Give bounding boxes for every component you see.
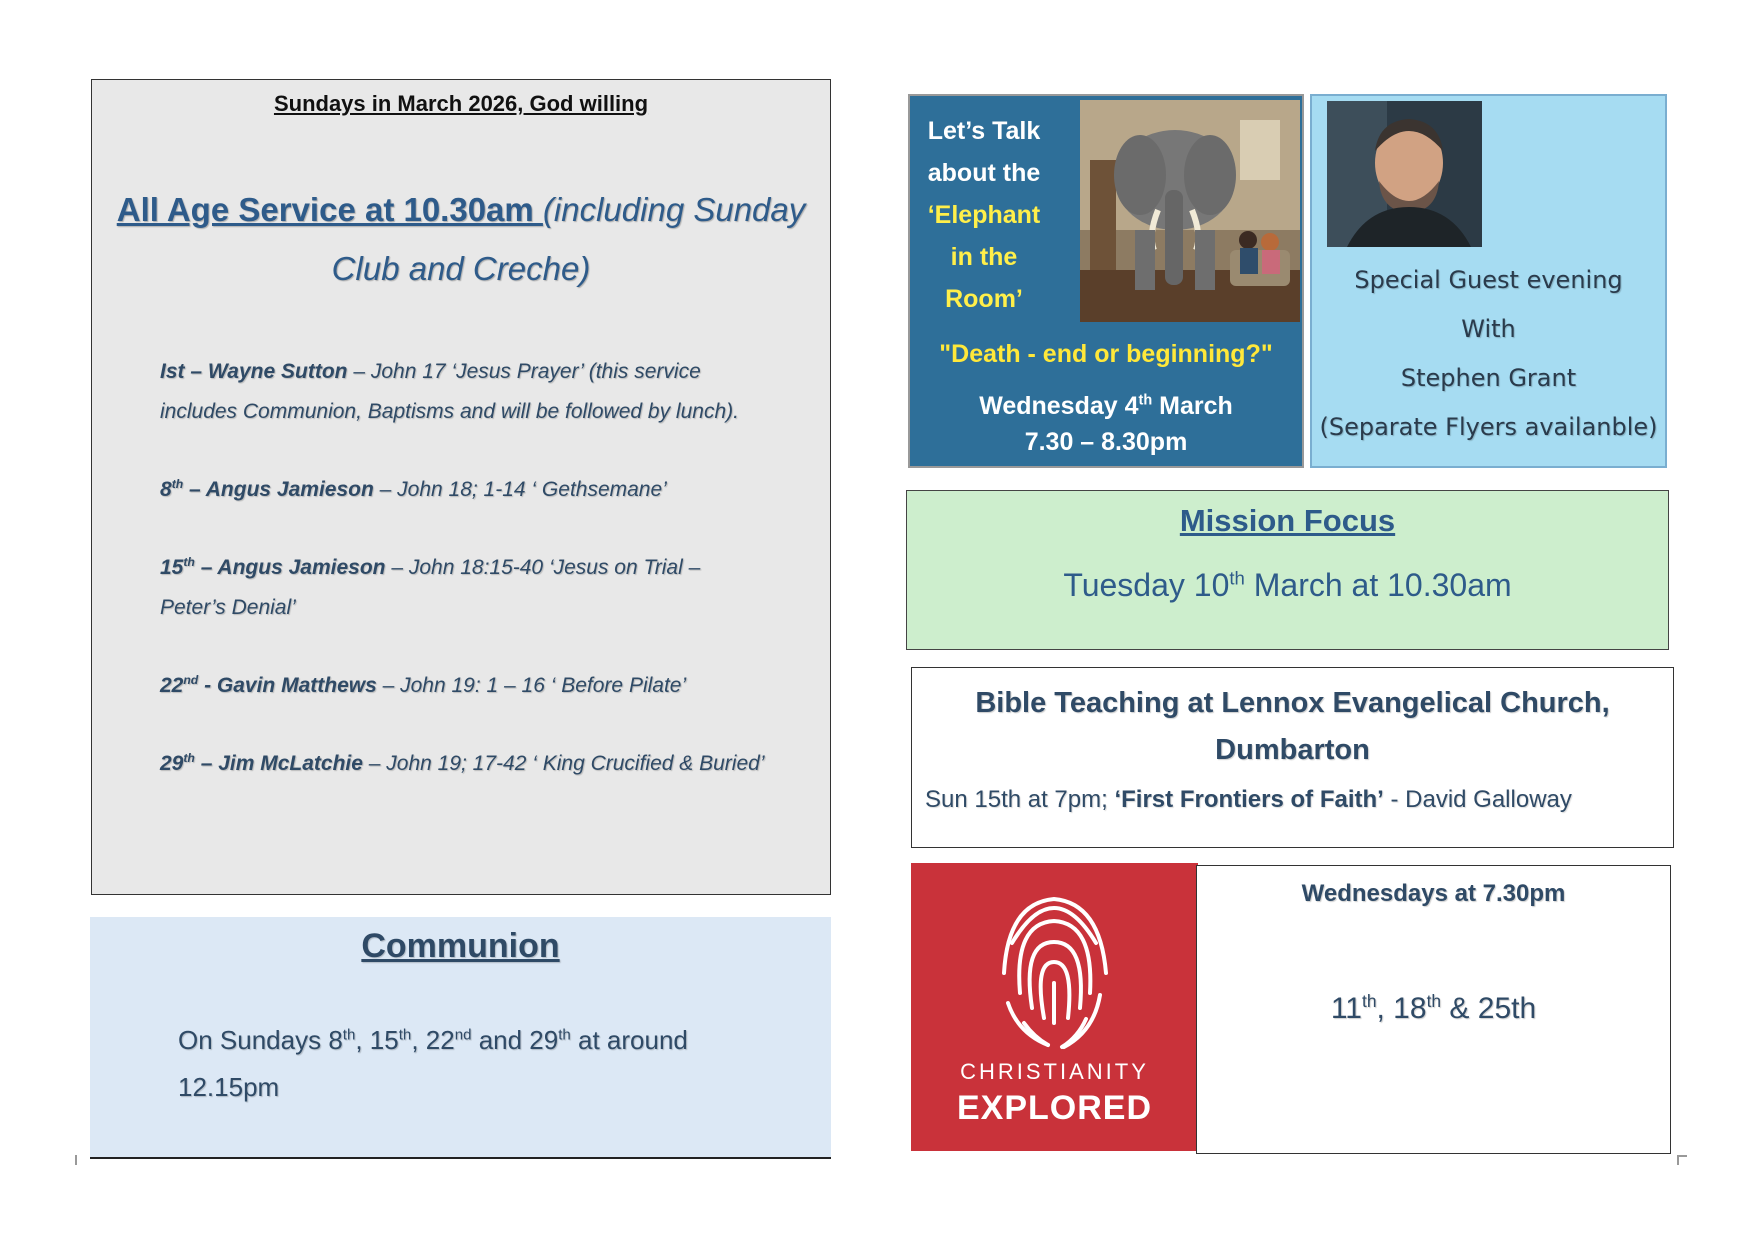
bible-detail (925, 786, 1663, 814)
ce-dates (1197, 992, 1670, 1026)
item-speaker: – Jim McLatchie (194, 752, 363, 775)
elephant-photo (1080, 100, 1300, 322)
mission-panel (906, 490, 1669, 650)
list-item (160, 470, 770, 510)
talk-date-sup: th (1138, 392, 1153, 409)
item-text: – John 18:15-40 ‘Jesus on Trial – Peter’s Denial’ (160, 556, 701, 619)
item-text: – John 18; 1-14 ‘ Gethsemane’ (373, 478, 667, 501)
item-date: 8 (160, 478, 172, 501)
communion-text: , 15 (355, 1025, 399, 1055)
ce-date-text: 11 (1330, 992, 1362, 1025)
talk-line: ‘Elephant (927, 201, 1041, 229)
item-text: – John 19: 1 – 16 ‘ Before Pilate’ (376, 674, 687, 697)
guest-line: With (1461, 315, 1516, 343)
talk-line: Room’ (945, 285, 1023, 313)
sermon-list (160, 352, 770, 822)
bible-detail-text: Sun 15th at 7pm; (925, 786, 1115, 813)
ce-date-sup: th (1362, 991, 1377, 1011)
mission-date-sup: th (1229, 567, 1245, 589)
communion-sup: th (342, 1026, 356, 1044)
communion-sup: th (558, 1026, 571, 1044)
item-date-sup: nd (183, 673, 199, 687)
bible-detail-text: - David Galloway (1383, 786, 1572, 813)
list-item (160, 352, 770, 432)
item-date-sup: th (183, 555, 195, 569)
communion-text: at around 12.15pm (178, 1025, 688, 1102)
communion-text: and 29 (471, 1025, 559, 1055)
item-date-sup: th (171, 477, 184, 491)
item-date: 29 (160, 752, 184, 775)
guest-line: Stephen Grant (1400, 364, 1577, 392)
talk-date-text: Wednesday 4 (979, 392, 1139, 420)
guest-text (1312, 256, 1665, 452)
communion-sup: nd (454, 1026, 472, 1044)
fingerprint-icon (994, 883, 1114, 1053)
item-text: – John 19; 17-42 ‘ King Crucified & Buried’ (362, 752, 765, 775)
mission-date (907, 567, 1668, 604)
item-text: – John 17 ‘Jesus Prayer’ (this service includes Communion, Baptisms and will be followed by lunch). (160, 360, 739, 423)
guest-photo (1327, 101, 1482, 247)
item-date-sup: th (183, 751, 195, 765)
talk-line: about the (927, 159, 1041, 187)
ce-word-2: EXPLORED (956, 1089, 1153, 1127)
sundays-heading: Sundays in March 2026, God willing (273, 91, 649, 116)
communion-body (178, 1017, 771, 1111)
talk-question: "Death - end or beginning?" (939, 340, 1273, 368)
talk-title (916, 110, 1052, 320)
crop-mark (75, 1155, 77, 1165)
item-date: 15 (160, 556, 184, 579)
list-item (160, 666, 770, 706)
mission-date-text: Tuesday 10 (1063, 567, 1230, 603)
talk-date (910, 388, 1302, 460)
ce-date-text: & 25th (1441, 992, 1537, 1025)
guest-line: Special Guest evening (1354, 266, 1623, 294)
christianity-explored-info (1196, 865, 1671, 1154)
elephant-panel (908, 94, 1304, 468)
item-speaker: – Angus Jamieson (194, 556, 386, 579)
mission-title: Mission Focus (1179, 503, 1396, 538)
item-speaker: – Angus Jamieson (183, 478, 374, 501)
communion-text: , 22 (411, 1025, 455, 1055)
ce-time: Wednesdays at 7.30pm (1301, 880, 1566, 907)
bible-series-title: ‘First Frontiers of Faith’ (1114, 786, 1384, 813)
communion-sup: th (398, 1026, 412, 1044)
guest-line: (Separate Flyers availanble) (1319, 413, 1658, 441)
service-main: All Age Service at 10.30am (116, 191, 543, 228)
item-speaker: - Gavin Matthews (198, 674, 377, 697)
talk-line: Let’s Talk (927, 117, 1041, 145)
communion-title: Communion (361, 927, 560, 965)
item-date: 22 (160, 674, 184, 697)
list-item (160, 548, 770, 628)
talk-date-text: March (1152, 392, 1233, 420)
item-speaker: – Wayne Sutton (184, 360, 348, 383)
crop-mark (1677, 1155, 1679, 1165)
communion-text: On Sundays 8 (178, 1025, 343, 1055)
item-date: Ist (160, 360, 185, 383)
ce-date-sup: th (1426, 991, 1442, 1011)
sundays-panel (91, 79, 831, 895)
service-title (112, 180, 810, 298)
ce-word-1: CHRISTIANITY (960, 1059, 1149, 1084)
talk-line: in the (950, 243, 1018, 271)
list-item (160, 744, 770, 784)
guest-panel (1310, 94, 1667, 468)
christianity-explored-logo (911, 863, 1198, 1151)
mission-date-text: March at 10.30am (1244, 567, 1512, 603)
ce-date-text: , 18 (1376, 992, 1427, 1025)
bible-teaching-panel (911, 667, 1674, 848)
talk-time: 7.30 – 8.30pm (1024, 428, 1188, 456)
bible-title: Bible Teaching at Lennox Evangelical Church, Dumbarton (975, 687, 1610, 766)
service-note: (including Sunday Club and Creche) (331, 191, 806, 287)
communion-panel (90, 917, 831, 1159)
